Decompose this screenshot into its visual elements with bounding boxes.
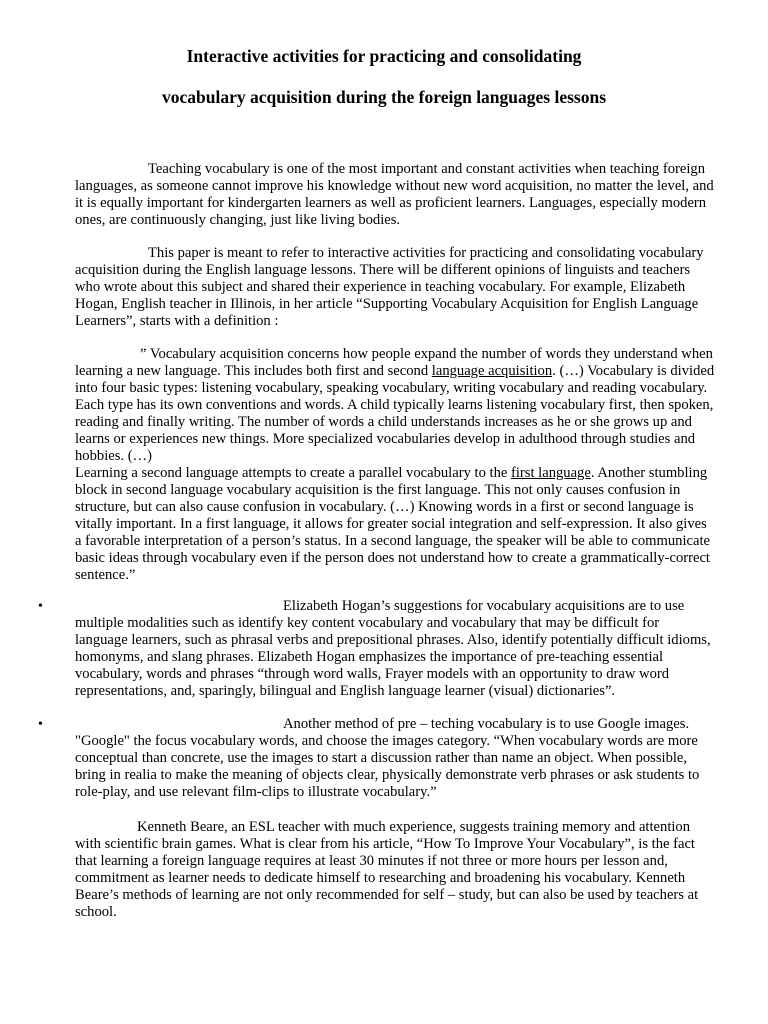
quote-second-paragraph (75, 465, 715, 584)
hogan-quote (75, 346, 715, 584)
bullet-text-google-images: Another method of pre – teching vocabulary is to use Google images. "Google" the focus vocabulary words, and choose the images category. “When vocabulary words are more conceptual than concrete, use the images to start a discussion rather than name an object. When possible, bring in realia to make the meaning of objects clear, physically demonstrate verb phrases or ask students to role-play, and use relevant film-clips to illustrate vocabulary.” (75, 716, 700, 800)
bullet-icon: • (38, 599, 43, 614)
quote-text-part-3: Learning a second language attempts to create a parallel vocabulary to the (75, 465, 511, 481)
quote-text-part-1: ” Vocabulary acquisition concerns how people expand the number of words they understand when learning a new language. This includes both first and second (75, 346, 713, 379)
bullet-text-hogan-suggestions: Elizabeth Hogan’s suggestions for vocabulary acquisitions are to use multiple modalities such as identify key content vocabulary and vocabulary that may be difficult for language learners, such as phrasal verbs and prepositional phrases. Also, identify potentially difficult idioms, homonyms, and slang phrases. Elizabeth Hogan emphasizes the importance of pre-teaching essential vocabulary, words and phrases “through word walls, Frayer models with an opportunity to draw word representations, and, sparingly, bilingual and English language learner (visual) dictionaries”. (75, 598, 711, 699)
first-language-link[interactable]: first language (511, 465, 591, 481)
quote-text-part-2: . (…) Vocabulary is divided into four basic types: listening vocabulary, speaking vocabulary, writing vocabulary and reading vocabulary. Each type has its own conventions and words. A child typically learns listening vocabulary first, then spoken, reading and finally writing. The number of words a child understands increases as he or she grows up and learns or experiences new things. More specialized vocabularies develop in adulthood through studies and hobbies. (…) (75, 363, 715, 464)
document-title-line-2: vocabulary acquisition during the foreign languages lessons (161, 87, 607, 107)
language-acquisition-link[interactable]: language acquisition (431, 363, 553, 379)
quote-text-part-4: . Another stumbling block in second language vocabulary acquisition is the first language. This not only causes confusion in structure, but can also cause confusion in vocabulary. (…) Knowing words in a first or second language is vitally important. In a first language, it allows for greater social integration and self-expression. It also gives a favorable interpretation of a person’s status. In a second language, the speaker will be able to communicate basic ideas through vocabulary even if the person does not understand how to create a grammatically-correct sentence.” (75, 465, 710, 583)
purpose-paragraph: This paper is meant to refer to interactive activities for practicing and consolidating vocabulary acquisition during the English language lessons. There will be different opinions of linguists and teachers who wrote about this subject and shared their experience in teaching vocabulary. For example, Elizabeth Hogan, English teacher in Illinois, in her article “Supporting Vocabulary Acquisition for English Language Learners”, starts with a definition : (75, 245, 704, 329)
document-title-line-1: Interactive activities for practicing and consolidating (186, 46, 582, 66)
bullet-list-2 (38, 716, 715, 801)
list-item (38, 598, 715, 700)
beare-paragraph: Kenneth Beare, an ESL teacher with much experience, suggests training memory and attention with scientific brain games. What is clear from his article, “How To Improve Your Vocabulary”, is the fact that learning a foreign language requires at least 30 minutes if not three or more hours per lesson and, commitment as learner needs to dedicate himself to researching and broadening his vocabulary. Kenneth Beare’s methods of learning are not only recommended for self – study, but can also be used by teachers at school. (75, 819, 699, 920)
list-item (38, 716, 715, 801)
intro-paragraph: Teaching vocabulary is one of the most important and constant activities when teaching foreign languages, as someone cannot improve his knowledge without new word acquisition, no matter the level, and it is equally important for kindergarten learners as well as proficient learners. Languages, especially modern ones, are continuously changing, just like living bodies. (75, 161, 714, 228)
bullet-icon: • (38, 717, 43, 732)
bullet-list-1 (38, 598, 715, 700)
